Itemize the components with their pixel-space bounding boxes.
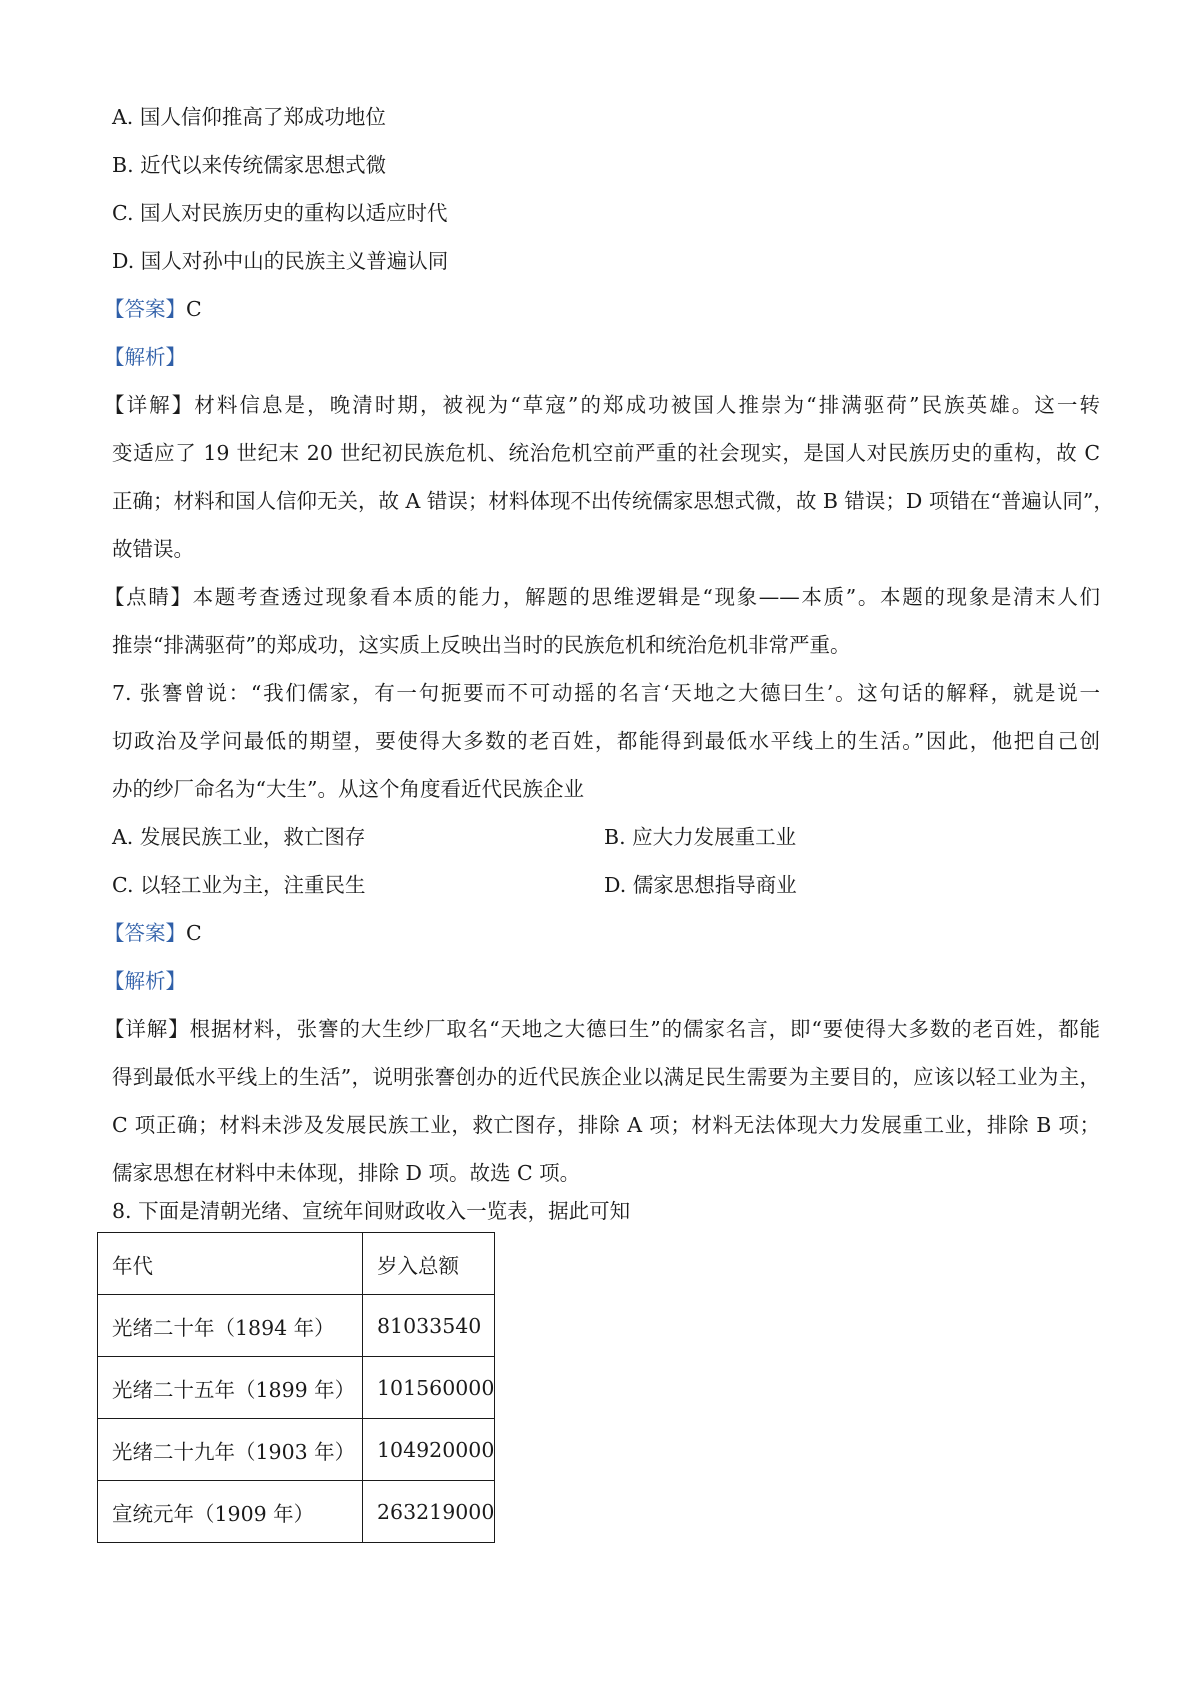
table-cell-revenue: 81033540: [363, 1295, 495, 1357]
table-cell-revenue: 263219000: [363, 1481, 495, 1543]
table-row: [98, 1357, 495, 1419]
q6-option-b: B. 近代以来传统儒家思想式微: [112, 153, 387, 177]
q7-option-d: D. 儒家思想指导商业: [604, 873, 797, 897]
table-cell-revenue: 101560000: [363, 1357, 495, 1419]
table-cell-era: 宣统元年（1909 年）: [98, 1481, 363, 1543]
table-cell-era: 光绪二十五年（1899 年）: [98, 1357, 363, 1419]
detail-text: 根据材料，张謇的大生纱厂取名“天地之大德曰生”的儒家名言，即“要使得大多数的老百姓，都能: [189, 1017, 1101, 1041]
q7-answer: [104, 920, 1094, 946]
q6-detail-line-4: 故错误。: [112, 537, 194, 561]
table-row: [98, 1295, 495, 1357]
revenue-table: [97, 1232, 495, 1543]
table-header-cell: 岁入总额: [363, 1233, 495, 1295]
table-row: [98, 1419, 495, 1481]
detail-tag: 【详解】: [104, 393, 195, 417]
q6-detail-line-1: [104, 392, 1100, 418]
q8-stem: 8. 下面是清朝光绪、宣统年间财政收入一览表，据此可知: [112, 1199, 631, 1223]
q6-analysis-heading: [104, 344, 1094, 370]
analysis-tag: 【解析】: [104, 345, 186, 369]
q6-option-a: A. 国人信仰推高了郑成功地位: [112, 105, 386, 129]
detail-text: 材料信息是，晚清时期，被视为“草寇”的郑成功被国人推崇为“排满驱荷”民族英雄。这一转: [194, 393, 1101, 417]
analysis-tag: 【解析】: [104, 969, 186, 993]
q7-option-c: C. 以轻工业为主，注重民生: [112, 873, 366, 897]
q7-option-a: A. 发展民族工业，救亡图存: [112, 825, 366, 849]
q7-detail-line-4: 儒家思想在材料中未体现，排除 D 项。故选 C 项。: [112, 1161, 581, 1185]
table-cell-era: 光绪二十年（1894 年）: [98, 1295, 363, 1357]
answer-tag: 【答案】: [104, 297, 186, 321]
q7-stem-line-1: 7. 张謇曾说：“我们儒家，有一句扼要而不可动摇的名言‘天地之大德曰生’。这句话的解释，就是说一: [112, 681, 1100, 705]
answer-tag: 【答案】: [104, 921, 186, 945]
q7-stem-line-2: 切政治及学问最低的期望，要使得大多数的老百姓，都能得到最低水平线上的生活。”因此，他把自己创: [112, 729, 1100, 753]
q6-option-c: C. 国人对民族历史的重构以适应时代: [112, 201, 448, 225]
q7-detail-line-2: 得到最低水平线上的生活”，说明张謇创办的近代民族企业以满足民生需要为主要目的，应该以轻工业为主，: [112, 1065, 1100, 1089]
q6-answer: [104, 296, 1094, 322]
comment-tag: 【点睛】: [104, 585, 193, 609]
q7-detail-line-1: [104, 1016, 1100, 1042]
comment-text: 本题考查透过现象看本质的能力，解题的思维逻辑是“现象——本质”。本题的现象是清末人们: [192, 585, 1100, 609]
table-header-row: [98, 1233, 495, 1295]
q7-stem-line-3: 办的纱厂命名为“大生”。从这个角度看近代民族企业: [112, 777, 584, 801]
table-cell-revenue: 104920000: [363, 1419, 495, 1481]
q7-detail-line-3: C 项正确；材料未涉及发展民族工业，救亡图存，排除 A 项；材料无法体现大力发展重工业，排除 B 项；: [112, 1113, 1100, 1137]
q6-option-d: D. 国人对孙中山的民族主义普遍认同: [112, 249, 449, 273]
table-cell-era: 光绪二十九年（1903 年）: [98, 1419, 363, 1481]
q6-comment-line-2: 推崇“排满驱荷”的郑成功，这实质上反映出当时的民族危机和统治危机非常严重。: [112, 633, 851, 657]
q7-option-b: B. 应大力发展重工业: [604, 825, 797, 849]
q7-analysis-heading: [104, 968, 1094, 994]
q6-detail-line-2: 变适应了 19 世纪末 20 世纪初民族危机、统治危机空前严重的社会现实，是国人对民族历史的重构，故 C: [112, 441, 1100, 465]
q6-detail-line-3: 正确；材料和国人信仰无关，故 A 错误；材料体现不出传统儒家思想式微，故 B 错误；D 项错在“普遍认同”，: [112, 489, 1114, 513]
table-row: [98, 1481, 495, 1543]
detail-tag: 【详解】: [104, 1017, 190, 1041]
answer-value: C: [186, 921, 202, 945]
answer-value: C: [186, 297, 202, 321]
q6-comment-line-1: [104, 584, 1100, 610]
table-header-cell: 年代: [98, 1233, 363, 1295]
